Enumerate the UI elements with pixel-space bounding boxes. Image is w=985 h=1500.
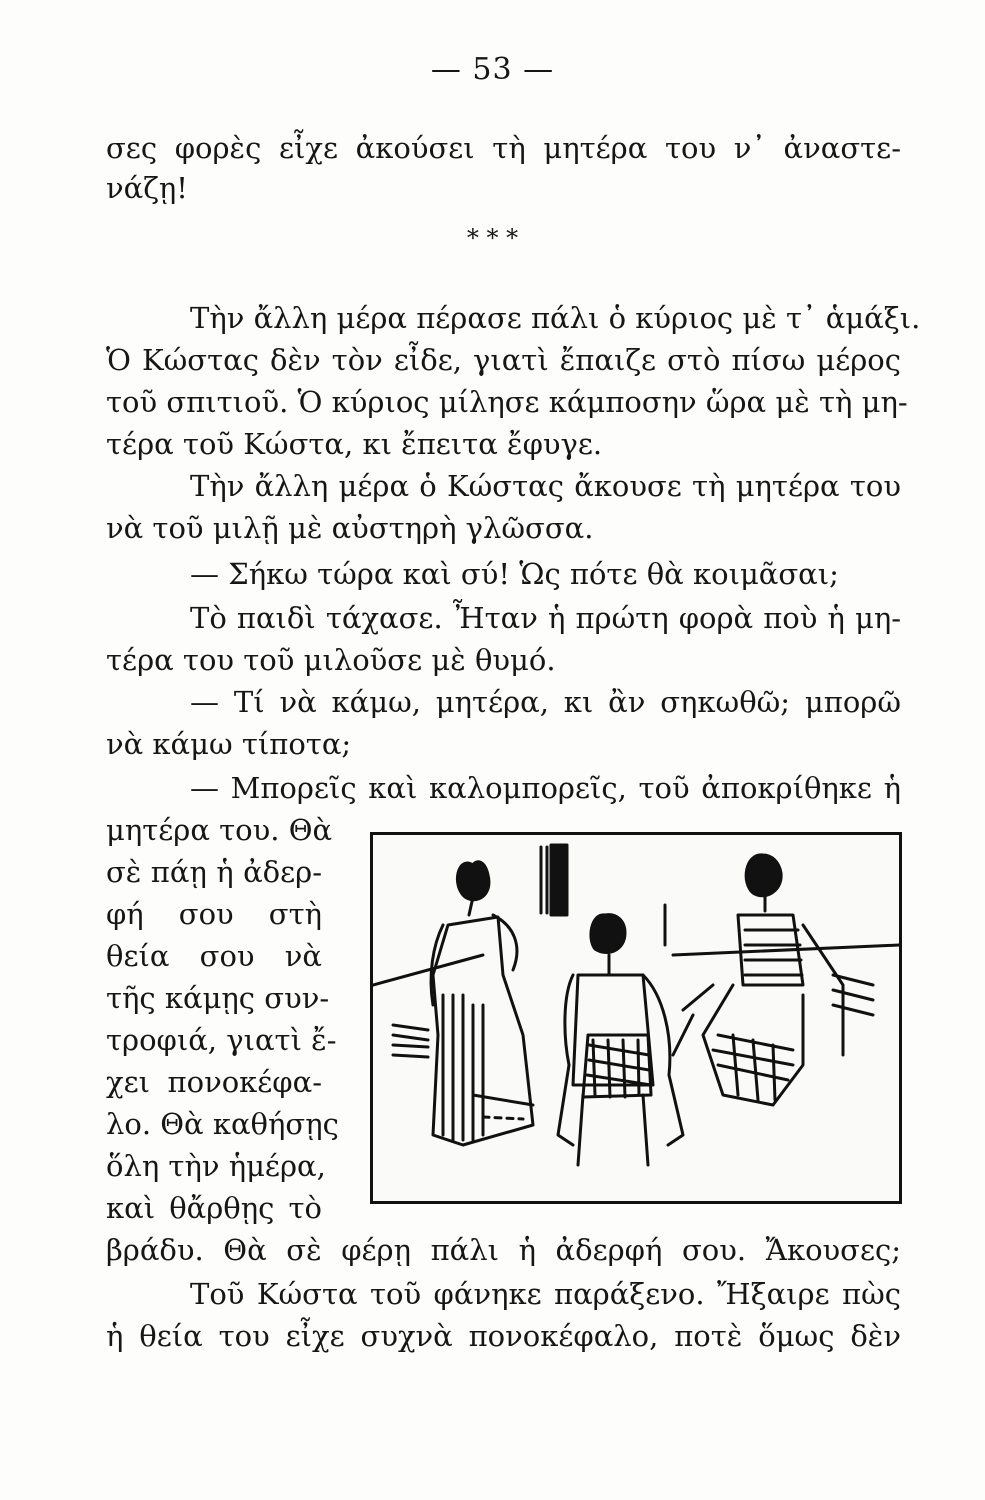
text-line: Τὴν ἄλλη μέρα ὁ Κώστας ἄκουσε τὴ μητέρα του bbox=[190, 469, 901, 503]
text-line: τέρα του τοῦ μιλοῦσε μὲ θυμό. bbox=[106, 643, 556, 677]
text-line: ὅλη τὴν ἡμέρα, bbox=[106, 1149, 326, 1183]
text-line: — Τί νὰ κάμω, μητέρα, κι ἂν σηκωθῶ; μπορῶ bbox=[190, 685, 901, 719]
text-line: φή σου στὴ bbox=[106, 897, 322, 931]
text-line: Τοῦ Κώστα τοῦ φάνηκε παράξενο. Ἤξαιρε πὼς bbox=[190, 1277, 901, 1311]
text-line: λο. Θὰ καθήσῃς bbox=[106, 1107, 339, 1141]
text-line: χει πονοκέφα- bbox=[106, 1065, 322, 1099]
text-line: ἡ θεία του εἶχε συχνὰ πονοκέφαλο, ποτὲ ὅμως δὲν bbox=[106, 1319, 901, 1353]
text-line: νὰ κάμω τίποτα; bbox=[106, 727, 352, 761]
text-line: βράδυ. Θὰ σὲ φέρῃ πάλι ἡ ἀδερφή σου. Ἄκουσες; bbox=[106, 1233, 901, 1267]
illustration-woodcut bbox=[370, 832, 902, 1204]
illustration-drawing bbox=[373, 835, 899, 1201]
text-line: νὰ τοῦ μιλῇ μὲ αὐστηρὴ γλῶσσα. bbox=[106, 511, 594, 545]
section-break: * * * bbox=[466, 224, 519, 252]
text-line: θεία σου νὰ bbox=[106, 939, 322, 973]
text-line: Τὴν ἄλλη μέρα πέρασε πάλι ὁ κύριος μὲ τ᾽ ἁμάξι. bbox=[190, 301, 921, 335]
text-line: τέρα τοῦ Κώστα, κι ἔπειτα ἔφυγε. bbox=[106, 427, 603, 461]
page-number: — 53 — bbox=[430, 52, 555, 87]
text-line: σὲ πάῃ ἡ ἀδερ- bbox=[106, 855, 322, 889]
text-line: σες φορὲς εἶχε ἀκούσει τὴ μητέρα του ν᾽ ἀναστε- bbox=[106, 131, 901, 165]
text-line: καὶ θἄρθῃς τὸ bbox=[106, 1191, 322, 1225]
text-line: μητέρα του. Θὰ bbox=[106, 813, 333, 847]
text-line: τροφιά, γιατὶ ἔ- bbox=[106, 1023, 337, 1057]
text-line: τῆς κάμῃς συν- bbox=[106, 981, 330, 1015]
text-line: νάζῃ! bbox=[106, 171, 188, 205]
text-line: — Μπορεῖς καὶ καλομπορεῖς, τοῦ ἀποκρίθηκε ἡ bbox=[190, 771, 901, 805]
text-line: τοῦ σπιτιοῦ. Ὁ κύριος μίλησε κάμποσην ὥρα μὲ τὴ μη- bbox=[106, 385, 908, 419]
text-line: Ὁ Κώστας δὲν τὸν εἶδε, γιατὶ ἔπαιζε στὸ πίσω μέρος bbox=[106, 343, 901, 377]
text-line: — Σήκω τώρα καὶ σύ! Ὡς πότε θὰ κοιμᾶσαι; bbox=[190, 557, 839, 591]
text-line: Τὸ παιδὶ τάχασε. Ἦταν ἡ πρώτη φορὰ ποὺ ἡ μη- bbox=[190, 601, 901, 635]
